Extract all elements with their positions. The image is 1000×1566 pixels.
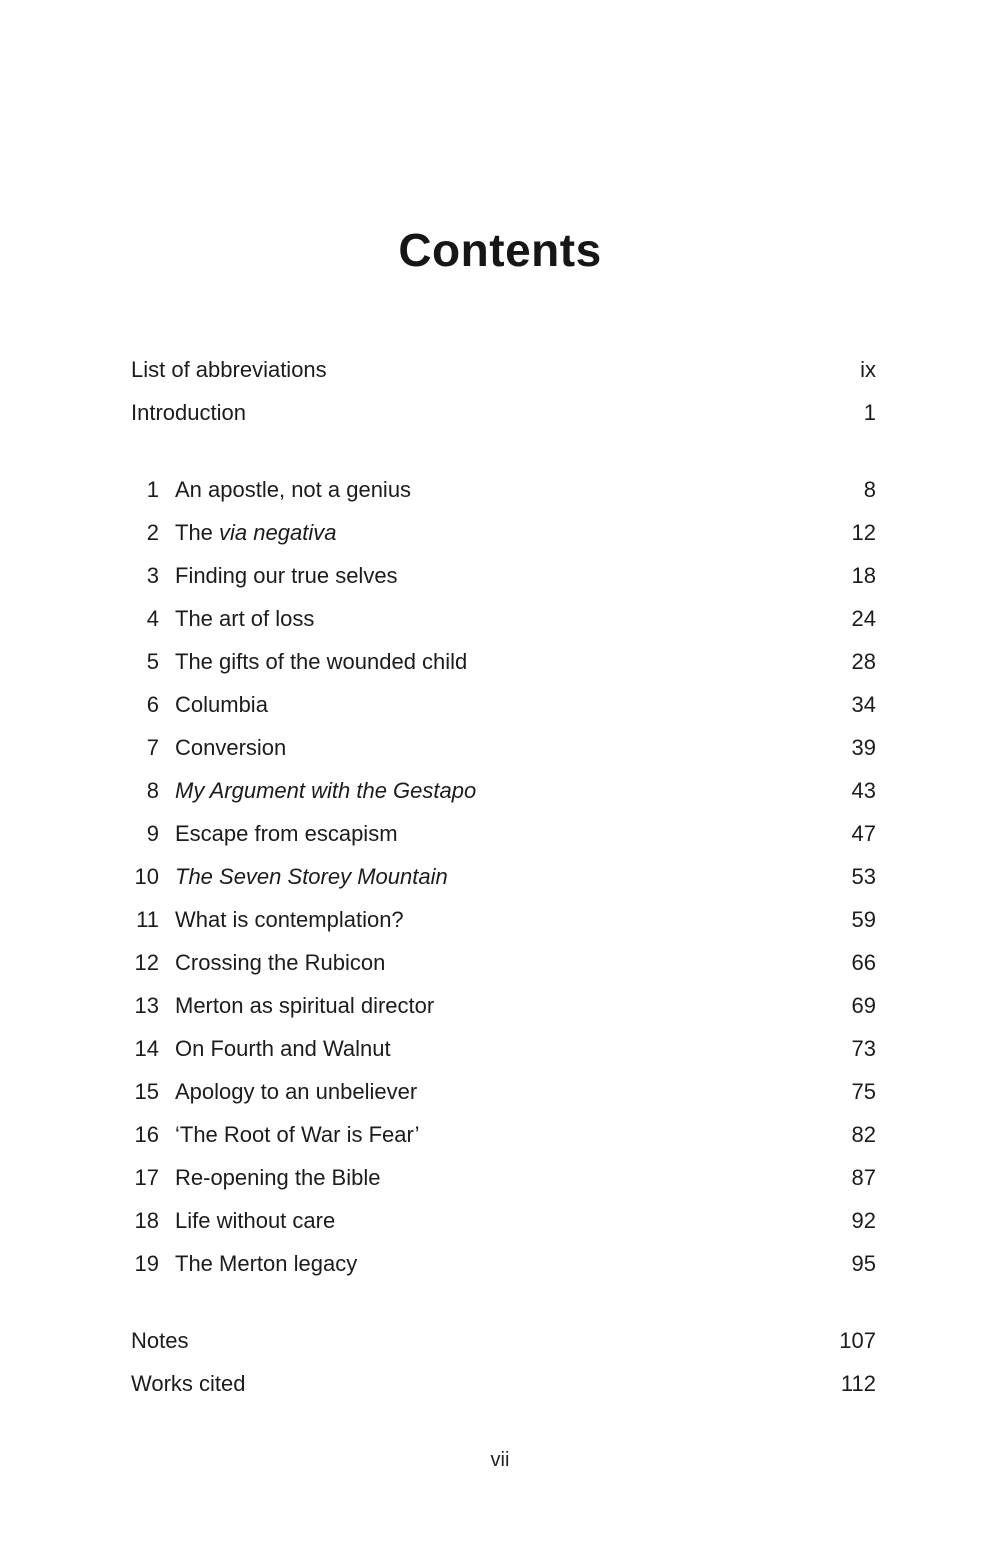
chapter-number: 8 (146, 778, 159, 803)
chapter-list (131, 468, 876, 1285)
chapter-title-italic-segment: via negativa (219, 520, 337, 545)
chapter-page-number: 95 (851, 1251, 876, 1276)
toc-row (131, 511, 876, 554)
chapter-number: 5 (146, 649, 159, 674)
toc-row (131, 1242, 876, 1285)
chapter-title-segment: Life without care (175, 1208, 336, 1233)
chapter-page-number: 82 (851, 1122, 876, 1147)
chapter-page-number: 73 (851, 1036, 876, 1061)
chapter-title-segment: Finding our true selves (175, 563, 398, 588)
chapter-number: 7 (146, 735, 159, 760)
chapter-number: 14 (134, 1036, 159, 1061)
toc-entry-label: Works cited (131, 1371, 246, 1396)
chapter-title (175, 812, 852, 855)
chapter-title (175, 683, 852, 726)
toc-row (131, 812, 876, 855)
toc-entry-page-number: 1 (863, 400, 876, 425)
toc-row (131, 898, 876, 941)
chapter-title-segment: Re-opening the Bible (175, 1165, 381, 1190)
toc-row (131, 1319, 876, 1362)
chapter-title (175, 1199, 852, 1242)
toc-row (131, 726, 876, 769)
chapter-title-segment: The Merton legacy (175, 1251, 358, 1276)
toc-row (131, 984, 876, 1027)
toc-entry-label: List of abbreviations (131, 357, 327, 382)
chapter-number: 15 (134, 1079, 159, 1104)
chapter-number: 12 (134, 950, 159, 975)
chapter-title (175, 511, 852, 554)
chapter-page-number: 75 (851, 1079, 876, 1104)
page-title: Contents (398, 224, 602, 276)
chapter-number: 18 (134, 1208, 159, 1233)
chapter-title (175, 597, 852, 640)
toc-entry-label: Notes (131, 1328, 189, 1353)
chapter-page-number: 8 (863, 477, 876, 502)
chapter-number: 13 (134, 993, 159, 1018)
chapter-title-segment: An apostle, not a genius (175, 477, 412, 502)
chapter-title-segment: Crossing the Rubicon (175, 950, 386, 975)
chapter-page-number: 53 (851, 864, 876, 889)
toc-row (131, 348, 876, 391)
toc-row (131, 855, 876, 898)
chapter-number: 6 (146, 692, 159, 717)
chapter-page-number: 69 (851, 993, 876, 1018)
toc-row (131, 769, 876, 812)
toc-row (131, 468, 876, 511)
chapter-title (175, 1156, 852, 1199)
chapter-number: 3 (146, 563, 159, 588)
toc-row (131, 1070, 876, 1113)
toc-row (131, 554, 876, 597)
toc-row (131, 1199, 876, 1242)
toc-entry-page-number: 107 (839, 1328, 876, 1353)
chapter-title-segment: Columbia (175, 692, 268, 717)
chapter-page-number: 28 (851, 649, 876, 674)
back-matter-list (131, 1319, 876, 1405)
chapter-number: 2 (146, 520, 159, 545)
chapter-page-number: 87 (851, 1165, 876, 1190)
chapter-page-number: 18 (851, 563, 876, 588)
toc-row (131, 640, 876, 683)
chapter-page-number: 47 (851, 821, 876, 846)
chapter-title (175, 640, 852, 683)
chapter-title (175, 1027, 852, 1070)
chapter-number: 4 (146, 606, 159, 631)
chapter-title-italic-segment: My Argument with the Gestapo (175, 778, 477, 803)
chapter-title (175, 554, 852, 597)
toc-entry-label: Introduction (131, 400, 246, 425)
chapter-page-number: 24 (851, 606, 876, 631)
chapter-page-number: 39 (851, 735, 876, 760)
chapter-title (175, 1070, 852, 1113)
toc-entry-page-number: 112 (840, 1371, 876, 1396)
chapter-page-number: 59 (851, 907, 876, 932)
chapter-page-number: 34 (851, 692, 876, 717)
chapter-title-segment: What is contemplation? (175, 907, 404, 932)
chapter-title (175, 941, 852, 984)
chapter-title-segment: Apology to an unbeliever (175, 1079, 418, 1104)
chapter-title-segment: The (175, 520, 220, 545)
chapter-title (175, 468, 864, 511)
toc-row (131, 597, 876, 640)
chapter-title-segment: On Fourth and Walnut (175, 1036, 391, 1061)
chapter-page-number: 66 (851, 950, 876, 975)
chapter-page-number: 43 (851, 778, 876, 803)
toc-row (131, 1113, 876, 1156)
toc-row (131, 391, 876, 434)
chapter-number: 16 (134, 1122, 159, 1147)
chapter-title-segment: ‘The Root of War is Fear’ (175, 1122, 420, 1147)
chapter-title-segment: The art of loss (175, 606, 315, 631)
chapter-title-segment: The gifts of the wounded child (175, 649, 468, 674)
chapter-number: 1 (146, 477, 159, 502)
chapter-title (175, 1113, 852, 1156)
chapter-title-segment: Escape from escapism (175, 821, 398, 846)
folio-page-number: vii (490, 1449, 510, 1471)
chapter-title (175, 726, 852, 769)
chapter-page-number: 12 (851, 520, 876, 545)
toc-row (131, 1362, 876, 1405)
chapter-number: 11 (136, 907, 159, 932)
toc-row (131, 683, 876, 726)
chapter-title-italic-segment: The Seven Storey Mountain (175, 864, 448, 889)
chapter-title-segment: Conversion (175, 735, 287, 760)
chapter-title (175, 898, 852, 941)
toc-row (131, 1156, 876, 1199)
chapter-title (175, 1242, 852, 1285)
chapter-title (175, 769, 852, 812)
chapter-number: 10 (134, 864, 159, 889)
chapter-title (175, 855, 852, 898)
chapter-title-segment: Merton as spiritual director (175, 993, 435, 1018)
chapter-page-number: 92 (851, 1208, 876, 1233)
toc-row (131, 1027, 876, 1070)
chapter-number: 17 (134, 1165, 159, 1190)
front-matter-list (131, 348, 876, 434)
chapter-title (175, 984, 852, 1027)
toc-row (131, 941, 876, 984)
chapter-number: 19 (134, 1251, 159, 1276)
chapter-number: 9 (146, 821, 159, 846)
toc-entry-page-number: ix (860, 357, 876, 382)
